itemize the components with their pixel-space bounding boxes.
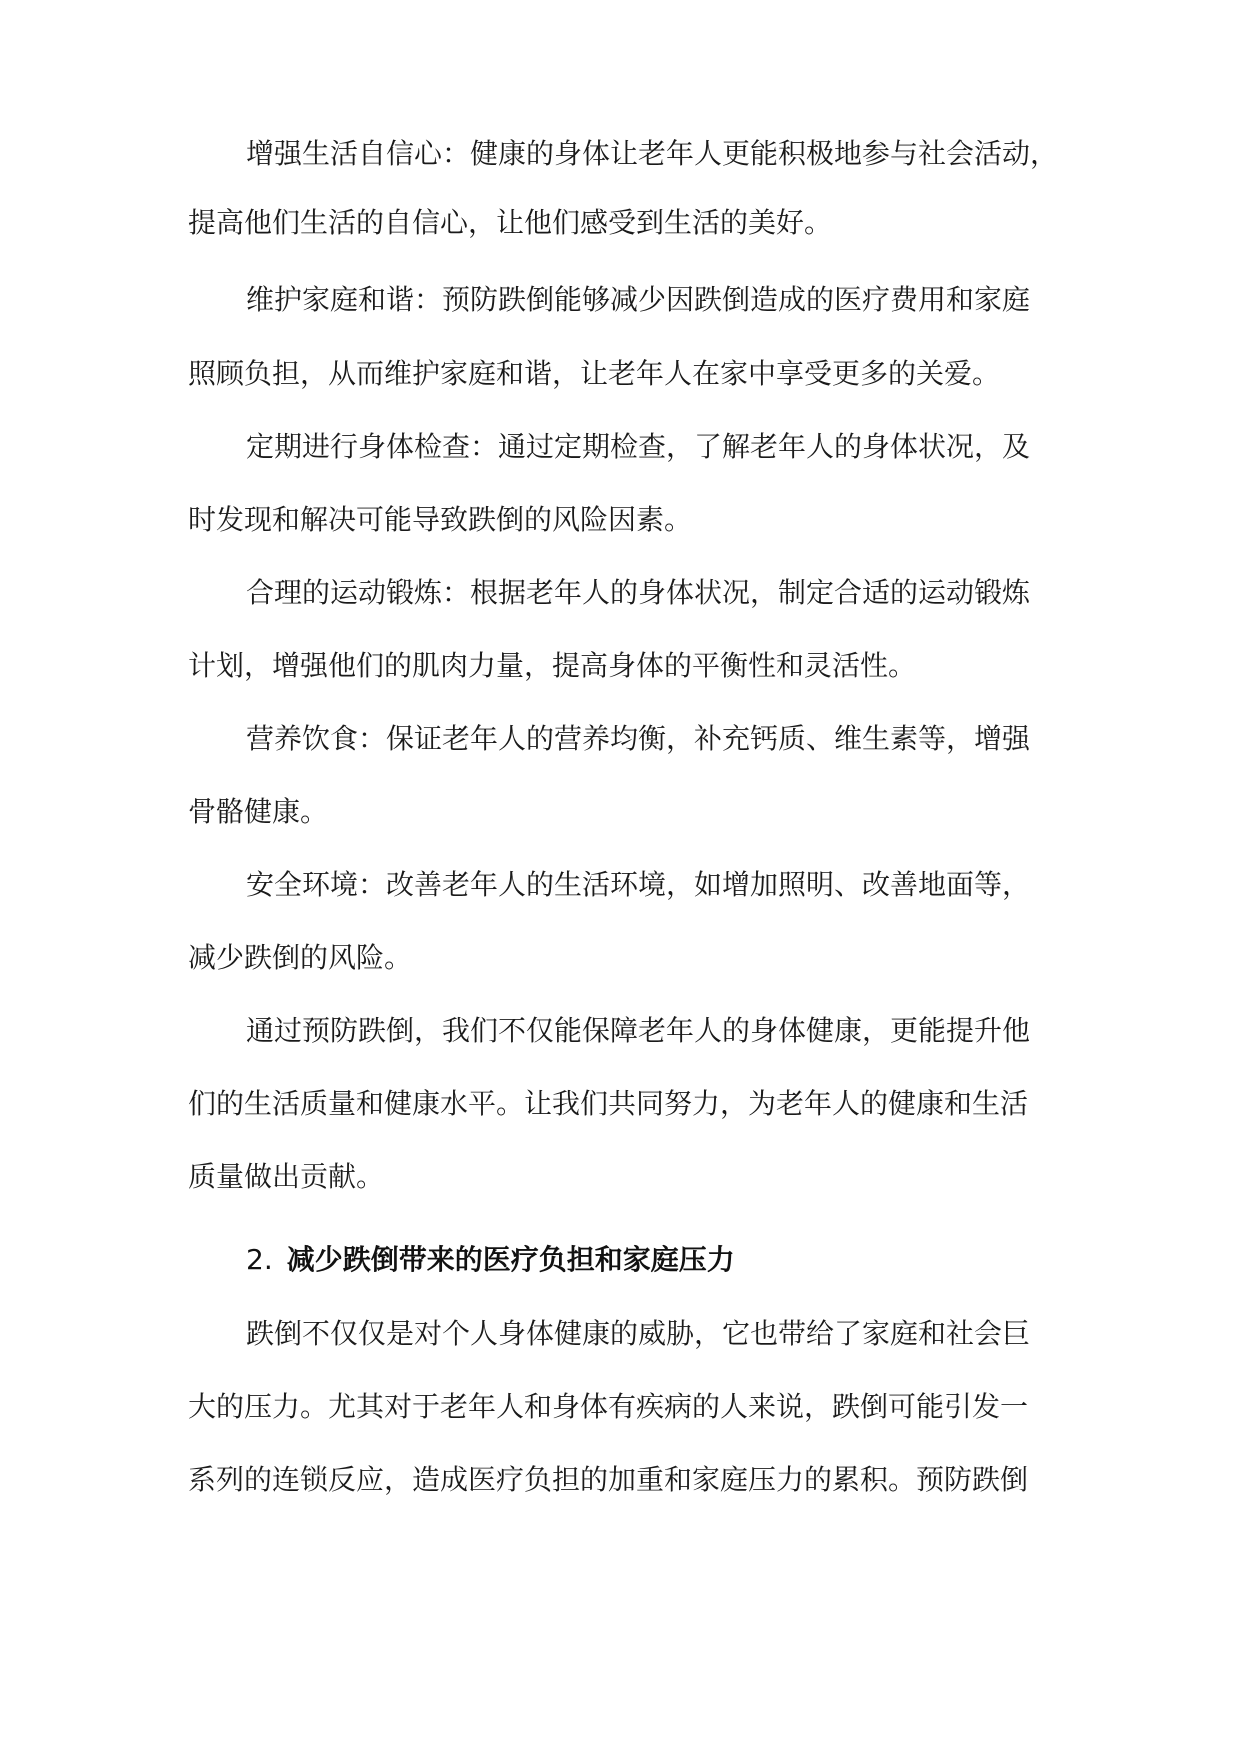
paragraph-7-line-2: 们的生活质量和健康水平。让我们共同努力，为老年人的健康和生活 (188, 1087, 1029, 1120)
paragraph-5-line-2: 骨骼健康。 (188, 795, 329, 828)
paragraph-1-line-2: 提高他们生活的自信心，让他们感受到生活的美好。 (188, 206, 833, 239)
section-title: 减少跌倒带来的医疗负担和家庭压力 (286, 1243, 735, 1276)
section-heading (246, 1240, 735, 1280)
paragraph-3-line-2: 时发现和解决可能导致跌倒的风险因素。 (188, 503, 693, 536)
paragraph-5-line-1: 营养饮食：保证老年人的营养均衡，补充钙质、维生素等，增强 (246, 722, 1031, 755)
section-number: 2. (246, 1243, 273, 1276)
paragraph-7-line-3: 质量做出贡献。 (188, 1160, 385, 1193)
paragraph-3-line-1: 定期进行身体检查：通过定期检查，了解老年人的身体状况，及 (246, 430, 1031, 463)
paragraph-4-line-2: 计划，增强他们的肌肉力量，提高身体的平衡性和灵活性。 (188, 649, 917, 682)
paragraph-6-line-2: 减少跌倒的风险。 (188, 941, 413, 974)
paragraph-6-line-1: 安全环境：改善老年人的生活环境，如增加照明、改善地面等， (246, 868, 1031, 901)
paragraph-1-line-1: 增强生活自信心：健康的身体让老年人更能积极地参与社会活动， (246, 137, 1059, 170)
paragraph-2-line-1: 维护家庭和谐：预防跌倒能够减少因跌倒造成的医疗费用和家庭 (246, 283, 1031, 316)
paragraph-4-line-1: 合理的运动锻炼：根据老年人的身体状况，制定合适的运动锻炼 (246, 576, 1031, 609)
section-paragraph-line-3: 系列的连锁反应，造成医疗负担的加重和家庭压力的累积。预防跌倒 (188, 1463, 1029, 1496)
section-paragraph-line-2: 大的压力。尤其对于老年人和身体有疾病的人来说，跌倒可能引发一 (188, 1390, 1029, 1423)
section-paragraph-line-1: 跌倒不仅仅是对个人身体健康的威胁，它也带给了家庭和社会巨 (246, 1317, 1031, 1350)
paragraph-2-line-2: 照顾负担，从而维护家庭和谐，让老年人在家中享受更多的关爱。 (188, 357, 1001, 390)
paragraph-7-line-1: 通过预防跌倒，我们不仅能保障老年人的身体健康，更能提升他 (246, 1014, 1031, 1047)
